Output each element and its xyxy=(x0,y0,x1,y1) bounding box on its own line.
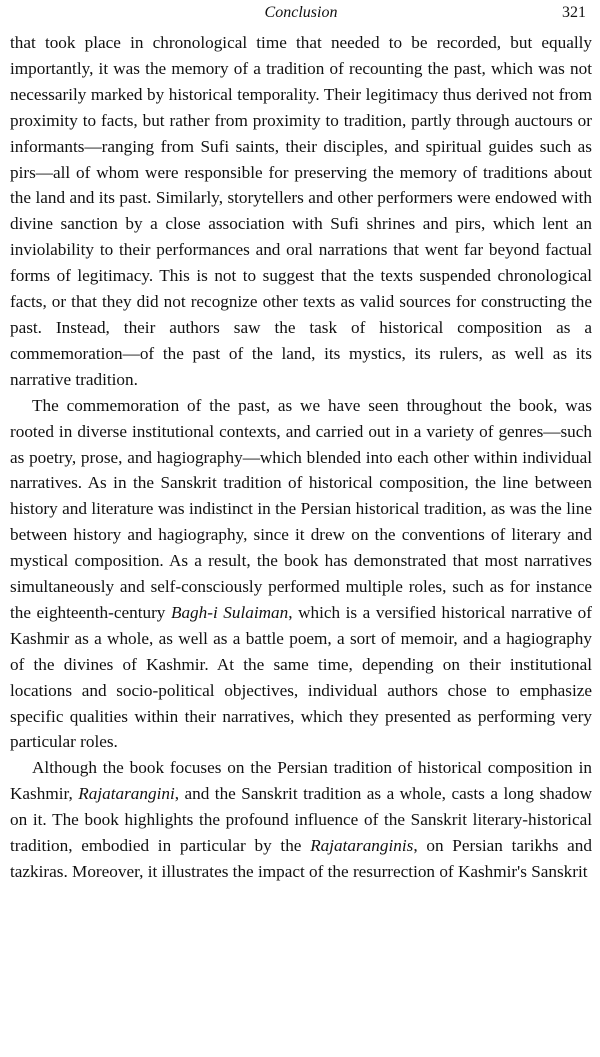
paragraph-3 xyxy=(10,755,592,885)
paragraph-1 xyxy=(10,30,592,393)
book-title-italic: Bagh-i Sulaiman xyxy=(170,602,289,622)
paragraph-text: that took place in chronological time that needed to be recorded, but equally importantly, it was the memory of a tradition of recounting the past, which was not necessarily marked by historical temporality. Their legitimacy thus derived not from proximity to facts, but rather from proximity to tradition, partly through auctours or informants—ranging from Sufi saints, their disciples, and spiritual guides such as pirs—all of whom were responsible for preserving the memory of traditions about the land and its past. Similarly, storytellers and other performers were endowed with divine sanction by a close association with Sufi shrines and pirs, which lent an inviolability to their performances and oral narrations that went far beyond factual forms of legitimacy. This is not to suggest that the texts suspended chronological facts, or that they did not recognize other texts as valid sources for constructing the past. Instead, their authors saw the task of historical composition as a commemoration—of the past of the land, its mystics, its rulers, as well as its narrative tradition. xyxy=(10,33,592,389)
paragraph-text: Although the book focuses on the Persian tradition of historical composition in Kashmir, xyxy=(10,758,592,804)
paragraph-2 xyxy=(10,393,592,756)
paragraph-text: , on Persian tarikhs and tazkiras. Moreover, it illustrates the impact of the resurrection of Kashmir's Sanskrit xyxy=(10,836,592,881)
paragraph-text: , which is a versified historical narrative of Kashmir as a whole, as well as a battle poem, a sort of memoir, and a hagiography of the divines of Kashmir. At the same time, depending on their institutional locations and socio-political objectives, individual authors chose to emphasize specific qualities within their narratives, which they presented as performing very particular roles. xyxy=(10,602,592,752)
body-text xyxy=(10,30,592,885)
book-title-italic: Rajatarangini xyxy=(78,784,175,804)
paragraph-text: The commemoration of the past, as we have seen throughout the book, was rooted in diverse institutional contexts, and carried out in a variety of genres—such as poetry, prose, and hagiography—which blended into each other within individual narratives. As in the Sanskrit tradition of historical composition, the line between history and literature was indistinct in the Persian historical tradition, as was the line between history and hagiography, since it drew on the conventions of literary and mystical composition. As a result, the book has demonstrated that most narratives simultaneously and self-consciously performed multiple roles, such as for instance the eighteenth-century xyxy=(10,395,592,622)
book-title-italic: Rajataranginis xyxy=(310,836,414,856)
chapter-title: Conclusion xyxy=(264,4,338,21)
paragraph-text: , and the Sanskrit tradition as a whole, casts a long shadow on it. The book highlights the profound influence of the Sanskrit literary-historical tradition, embodied in particular by the xyxy=(10,784,592,856)
running-head xyxy=(10,0,592,30)
page-number: 321 xyxy=(562,4,586,21)
